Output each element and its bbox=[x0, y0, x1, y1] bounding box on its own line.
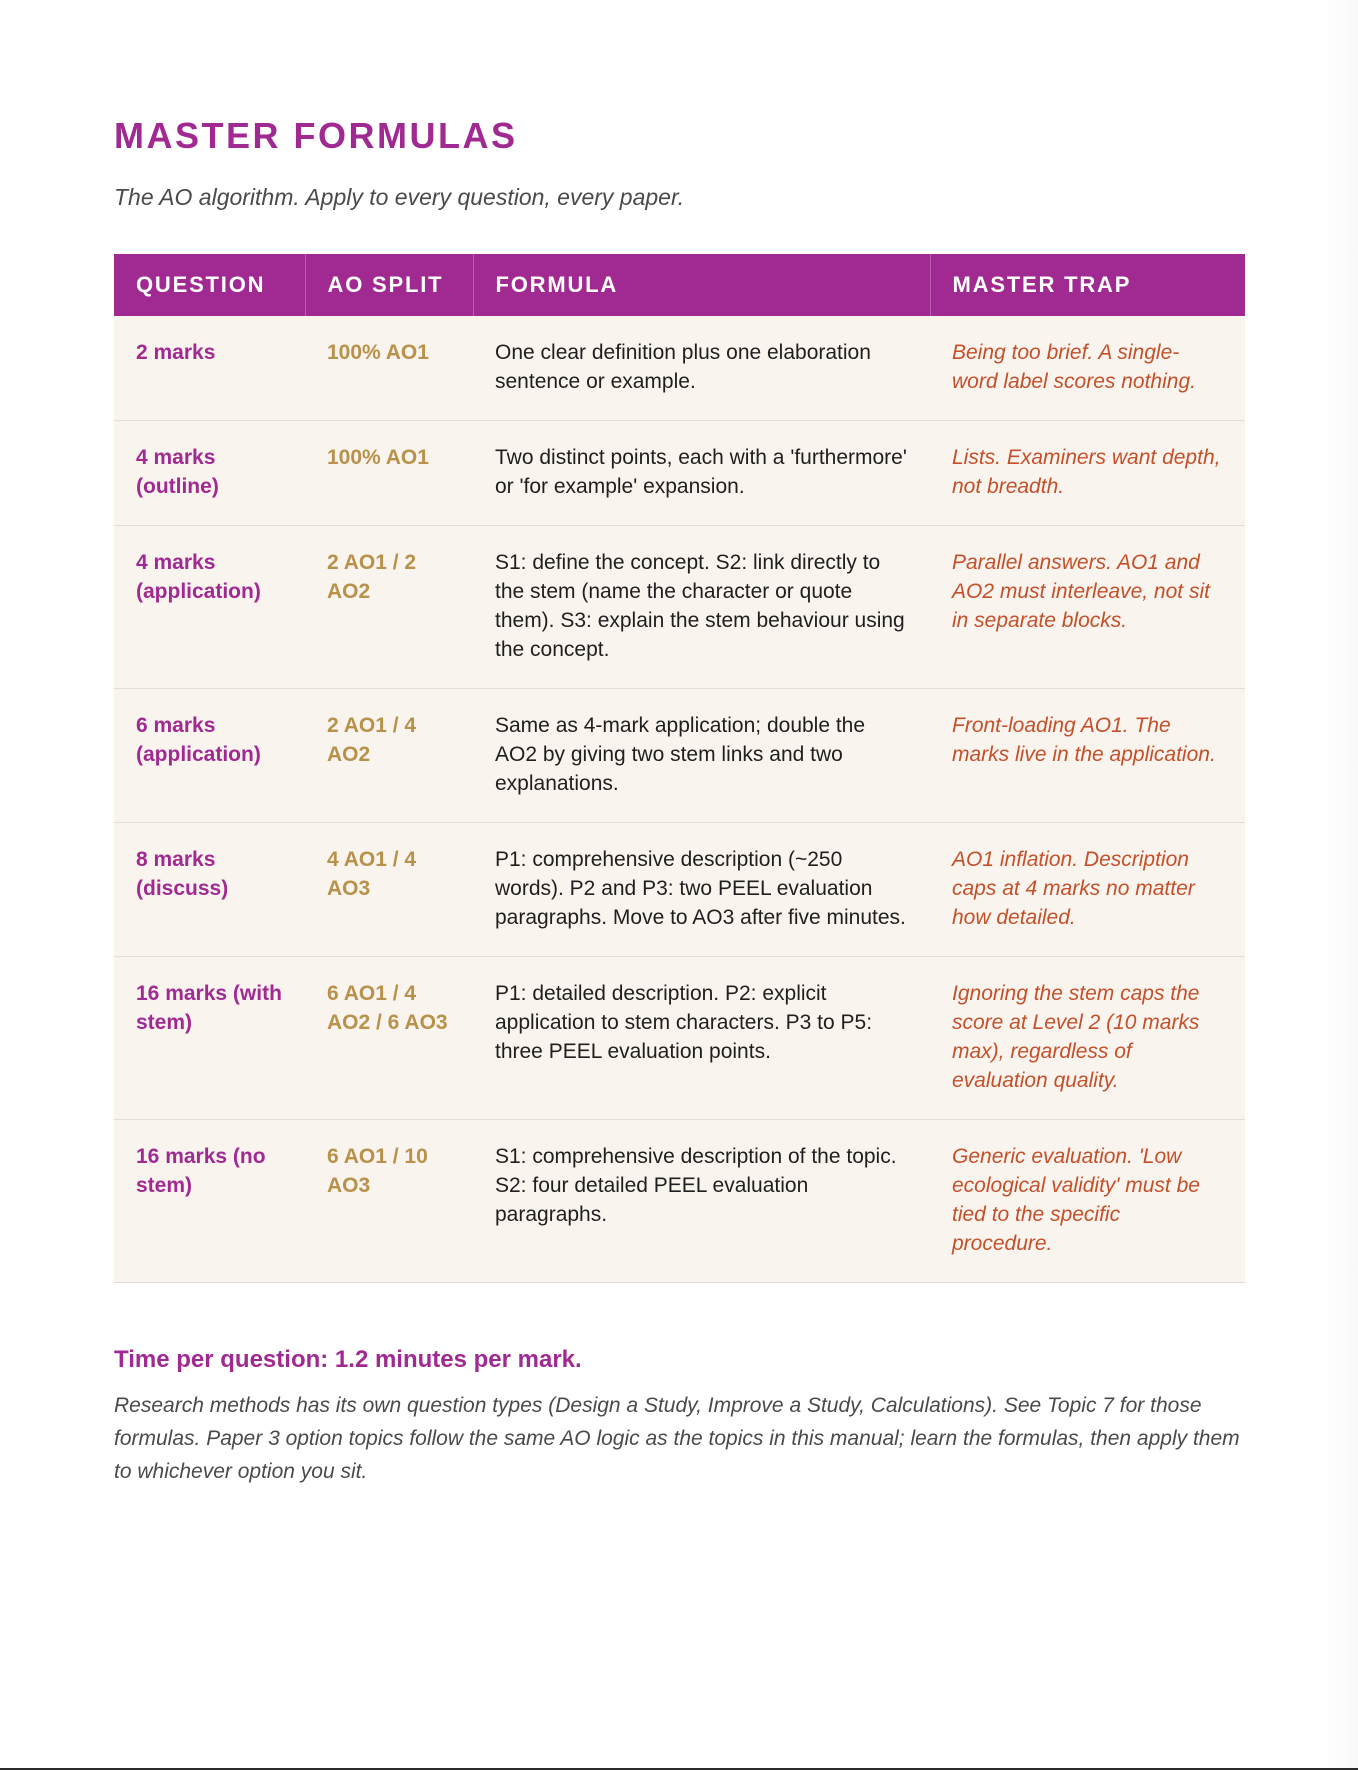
time-per-question: Time per question: 1.2 minutes per mark. bbox=[114, 1346, 582, 1373]
formula-cell: One clear definition plus one elaboration sentence or example. bbox=[473, 316, 930, 421]
table-row bbox=[114, 823, 1245, 957]
trap-cell: Lists. Examiners want depth, not breadth. bbox=[930, 421, 1245, 526]
table-header-row bbox=[114, 254, 1245, 316]
table-row bbox=[114, 957, 1245, 1120]
header-question: QUESTION bbox=[114, 254, 305, 316]
question-cell: 16 marks (with stem) bbox=[114, 957, 305, 1120]
ao-split-cell: 6 AO1 / 4 AO2 / 6 AO3 bbox=[305, 957, 473, 1120]
formula-cell: Same as 4-mark application; double the AO2 by giving two stem links and two explanations. bbox=[473, 689, 930, 823]
ao-split-cell: 2 AO1 / 2 AO2 bbox=[305, 526, 473, 689]
table-row bbox=[114, 1120, 1245, 1283]
page-edge-shade bbox=[1318, 0, 1358, 1770]
formula-cell: Two distinct points, each with a 'furthermore' or 'for example' expansion. bbox=[473, 421, 930, 526]
trap-cell: Parallel answers. AO1 and AO2 must interleave, not sit in separate blocks. bbox=[930, 526, 1245, 689]
header-formula: FORMULA bbox=[473, 254, 930, 316]
question-cell: 16 marks (no stem) bbox=[114, 1120, 305, 1283]
question-cell: 6 marks (application) bbox=[114, 689, 305, 823]
formula-cell: P1: detailed description. P2: explicit application to stem characters. P3 to P5: three PEEL evaluation points. bbox=[473, 957, 930, 1120]
header-ao-split: AO SPLIT bbox=[305, 254, 473, 316]
question-cell: 4 marks (outline) bbox=[114, 421, 305, 526]
page-subtitle: The AO algorithm. Apply to every question, every paper. bbox=[114, 184, 685, 210]
trap-cell: Generic evaluation. 'Low ecological validity' must be tied to the specific procedure. bbox=[930, 1120, 1245, 1283]
question-cell: 2 marks bbox=[114, 316, 305, 421]
question-cell: 4 marks (application) bbox=[114, 526, 305, 689]
document-page bbox=[114, 116, 1245, 1488]
header-master-trap: MASTER TRAP bbox=[930, 254, 1245, 316]
ao-split-cell: 6 AO1 / 10 AO3 bbox=[305, 1120, 473, 1283]
ao-split-cell: 100% AO1 bbox=[305, 421, 473, 526]
trap-cell: AO1 inflation. Description caps at 4 marks no matter how detailed. bbox=[930, 823, 1245, 957]
table-row bbox=[114, 316, 1245, 421]
ao-formula-table bbox=[114, 254, 1245, 1283]
trap-cell: Being too brief. A single-word label scores nothing. bbox=[930, 316, 1245, 421]
table-row bbox=[114, 526, 1245, 689]
trap-cell: Ignoring the stem caps the score at Level 2 (10 marks max), regardless of evaluation quality. bbox=[930, 957, 1245, 1120]
page-title: MASTER FORMULAS bbox=[114, 115, 518, 156]
formula-cell: P1: comprehensive description (~250 words). P2 and P3: two PEEL evaluation paragraphs. Move to AO3 after five minutes. bbox=[473, 823, 930, 957]
table-row bbox=[114, 689, 1245, 823]
table-row bbox=[114, 421, 1245, 526]
formula-cell: S1: comprehensive description of the topic. S2: four detailed PEEL evaluation paragraphs. bbox=[473, 1120, 930, 1283]
research-methods-note: Research methods has its own question types (Design a Study, Improve a Study, Calculations). See Topic 7 for those formulas. Paper 3 option topics follow the same AO logic as the topics in this manual; learn the formulas, then apply them to whichever option you sit. bbox=[114, 1394, 1240, 1483]
question-cell: 8 marks (discuss) bbox=[114, 823, 305, 957]
ao-split-cell: 2 AO1 / 4 AO2 bbox=[305, 689, 473, 823]
ao-split-cell: 100% AO1 bbox=[305, 316, 473, 421]
ao-split-cell: 4 AO1 / 4 AO3 bbox=[305, 823, 473, 957]
trap-cell: Front-loading AO1. The marks live in the application. bbox=[930, 689, 1245, 823]
formula-cell: S1: define the concept. S2: link directly to the stem (name the character or quote them). S3: explain the stem behaviour using the concept. bbox=[473, 526, 930, 689]
